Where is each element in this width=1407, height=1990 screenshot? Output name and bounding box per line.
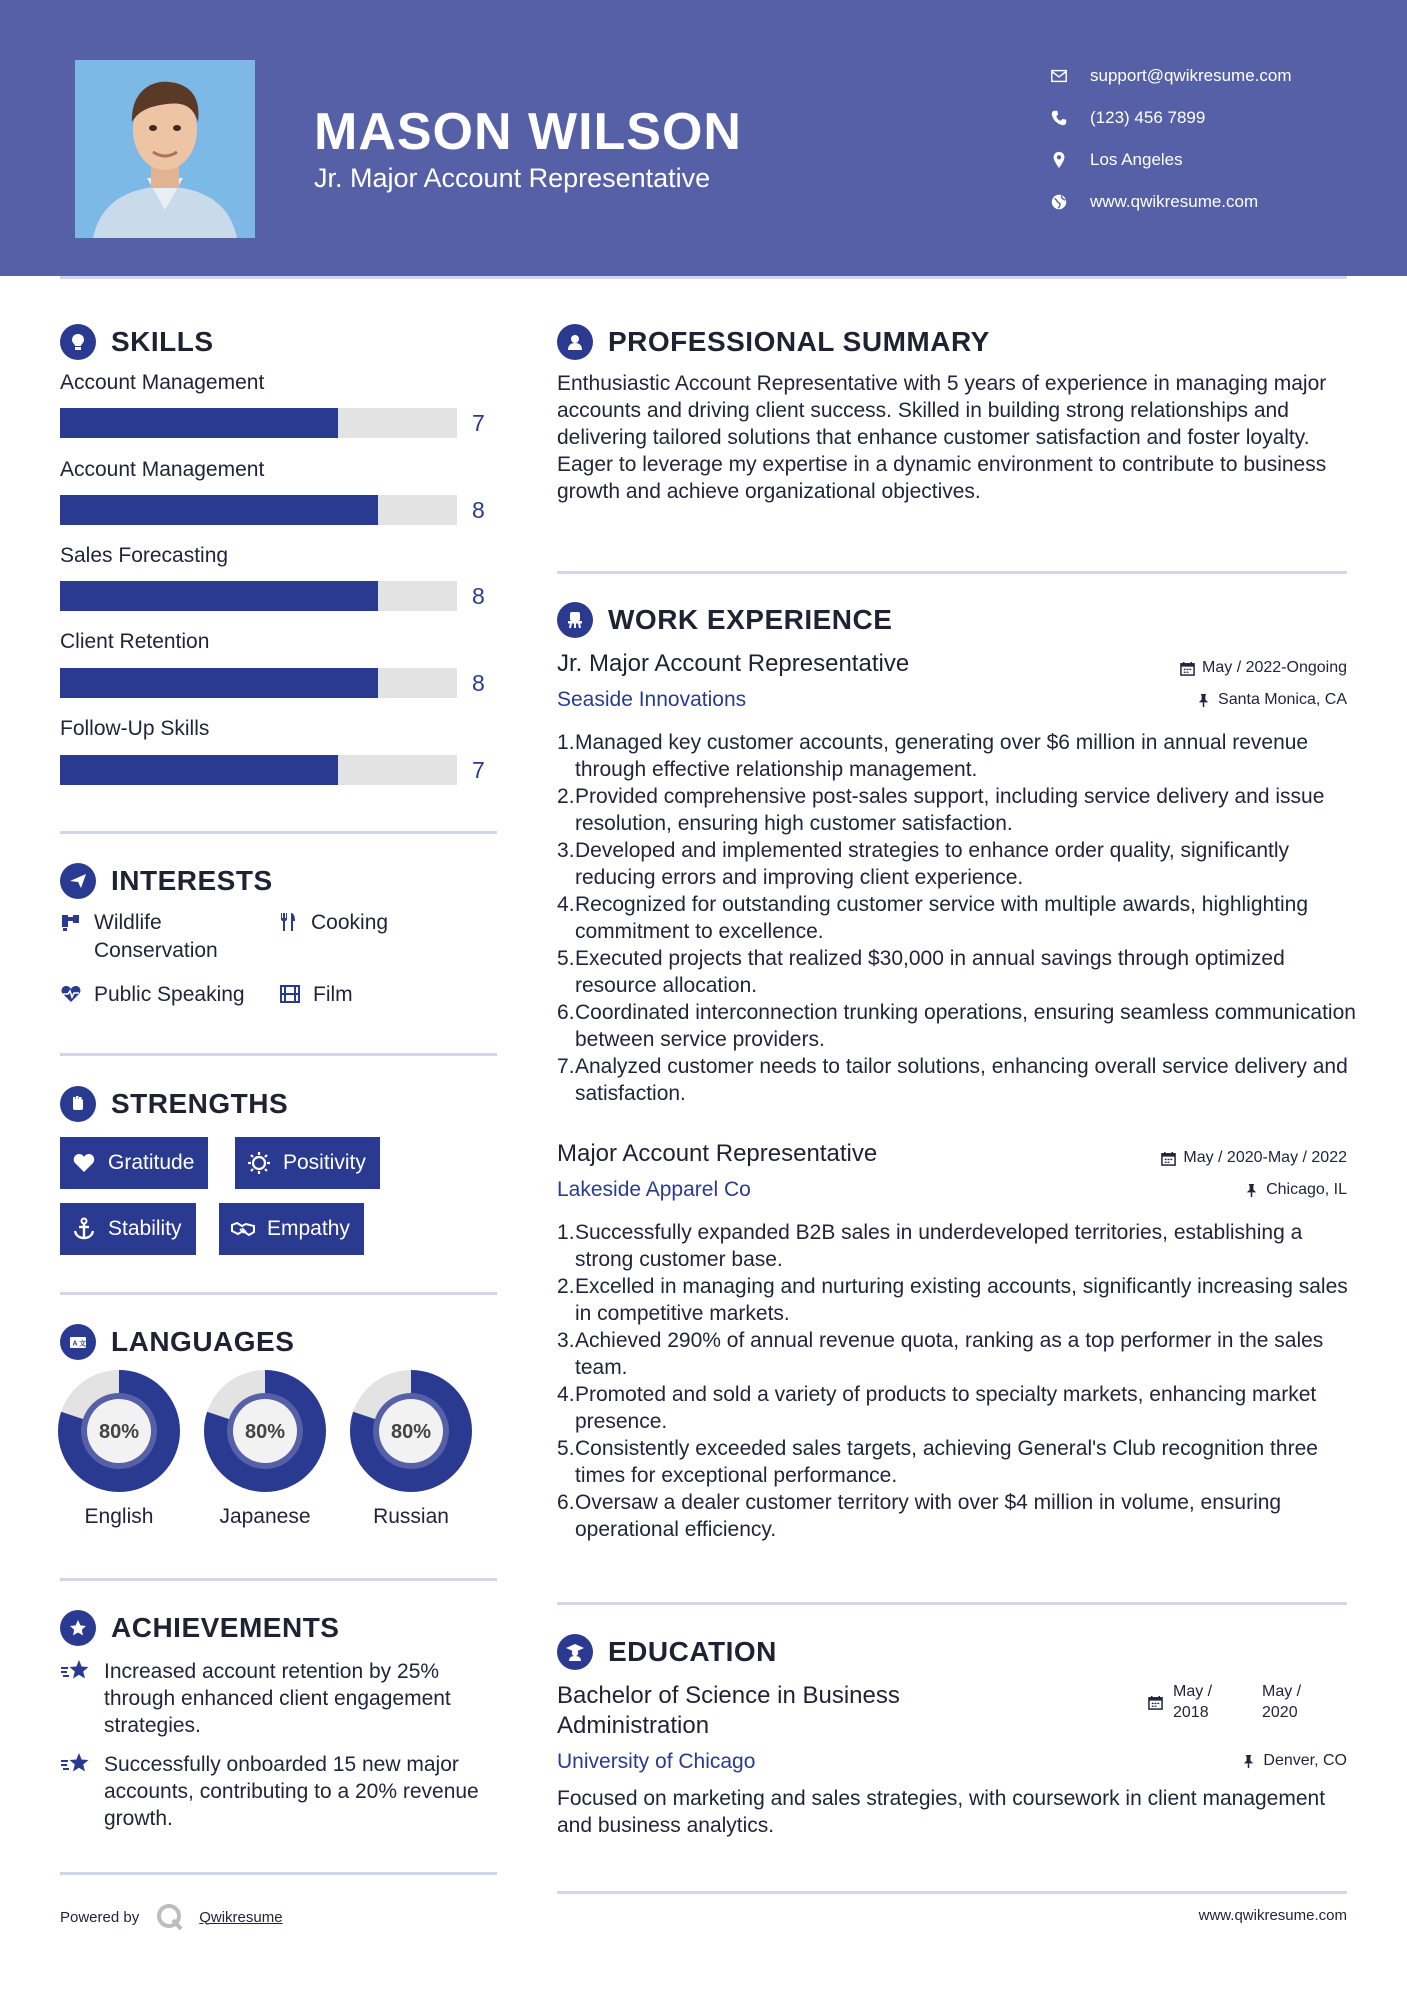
achievements-heading	[60, 1610, 339, 1646]
candidate-role: Jr. Major Account Representative	[314, 163, 711, 193]
skill-bar-fill	[60, 581, 378, 611]
education-start-2: 2018	[1173, 1704, 1209, 1721]
education-location	[1241, 1752, 1347, 1770]
job-location-text: Chicago, IL	[1266, 1181, 1347, 1198]
strength-label: Gratitude	[108, 1151, 195, 1174]
duty-item: Recognized for outstanding customer service with multiple awards, highlighting commitment to excellence.	[575, 893, 1309, 943]
education-location-text: Denver, CO	[1263, 1752, 1347, 1769]
contact-location-text: Los Angeles	[1090, 150, 1183, 169]
section-divider	[557, 1891, 1347, 1894]
header-divider	[60, 276, 1347, 279]
job-dates	[1180, 659, 1347, 677]
school-name: University of Chicago	[557, 1750, 756, 1773]
binoculars-icon	[60, 911, 82, 933]
job-location-text: Santa Monica, CA	[1218, 691, 1347, 708]
envelope-icon	[1050, 67, 1068, 85]
interests-title: INTERESTS	[111, 865, 273, 896]
footer-url[interactable]: www.qwikresume.com	[1198, 1907, 1347, 1924]
skills-heading	[60, 324, 214, 360]
strength-label: Stability	[108, 1217, 182, 1240]
job-location	[1244, 1181, 1347, 1199]
experience-title: WORK EXPERIENCE	[608, 604, 893, 635]
section-divider	[557, 1602, 1347, 1605]
skill-bar	[60, 581, 457, 611]
duty-item: Oversaw a dealer customer territory with over $4 million in volume, ensuring operational efficiency.	[575, 1491, 1282, 1541]
film-icon	[279, 983, 301, 1005]
fist-icon	[60, 1086, 96, 1122]
heartbeat-icon	[60, 983, 82, 1005]
section-divider	[60, 1578, 497, 1581]
pushpin-icon	[1241, 1754, 1256, 1769]
contact-email[interactable]	[1050, 55, 1292, 97]
language-donut	[350, 1370, 472, 1492]
interest-item	[277, 909, 388, 937]
language-percent: 80%	[98, 1421, 140, 1443]
strengths-title: STRENGTHS	[111, 1088, 289, 1119]
skill-label: Sales Forecasting	[60, 544, 229, 567]
language-icon	[60, 1324, 96, 1360]
skill-label: Account Management	[60, 458, 265, 481]
qwikresume-logo-icon	[155, 1902, 185, 1932]
duty-item: Managed key customer accounts, generating over $6 million in annual revenue through effective relationship management.	[575, 731, 1309, 781]
job-duties	[557, 1219, 1357, 1543]
user-icon	[557, 324, 593, 360]
duty-item: Developed and implemented strategies to enhance order quality, significantly reducing errors and improving client experience.	[575, 839, 1290, 889]
contact-email-text: support@qwikresume.com	[1090, 66, 1292, 85]
lightbulb-icon	[60, 324, 96, 360]
contact-website[interactable]	[1050, 181, 1292, 223]
interest-item	[60, 981, 245, 1009]
interests-heading	[60, 863, 273, 899]
company-name: Lakeside Apparel Co	[557, 1178, 751, 1201]
language-name: English	[84, 1505, 154, 1528]
languages-title: LANGUAGES	[111, 1326, 295, 1357]
language-name: Japanese	[219, 1505, 311, 1528]
skill-bar-fill	[60, 408, 338, 438]
job-location	[1196, 691, 1347, 709]
achievement-item	[60, 1751, 510, 1832]
duty-item: Promoted and sold a variety of products to specialty markets, enhancing market presence.	[575, 1383, 1317, 1433]
globe-icon	[1050, 193, 1068, 211]
skill-bar	[60, 755, 457, 785]
duty-item: Provided comprehensive post-sales support, including service delivery and issue resolution, ensuring high customer satisfaction.	[575, 785, 1325, 835]
heart-icon	[72, 1151, 96, 1175]
strength-tag	[60, 1203, 196, 1255]
skill-label: Follow-Up Skills	[60, 717, 210, 740]
svg-text:A: A	[72, 1340, 79, 1348]
header	[0, 0, 1407, 276]
anchor-icon	[72, 1217, 96, 1241]
skill-value: 8	[472, 497, 485, 523]
strength-tag	[60, 1137, 208, 1189]
education-heading	[557, 1634, 777, 1670]
sun-icon	[247, 1151, 271, 1175]
education-end-2: 2020	[1262, 1704, 1298, 1721]
interest-item	[279, 981, 353, 1009]
skill-value: 8	[472, 670, 485, 696]
skill-value: 7	[472, 757, 485, 783]
footer-brand	[60, 1902, 283, 1932]
contact-list	[1050, 55, 1292, 223]
utensils-icon	[277, 911, 299, 933]
skill-value: 8	[472, 583, 485, 609]
skill-bar	[60, 495, 457, 525]
skill-bar-fill	[60, 495, 378, 525]
education-title: EDUCATION	[608, 1636, 777, 1667]
pushpin-icon	[1196, 693, 1211, 708]
summary-text: Enthusiastic Account Representative with 5 years of experience in managing major accounts and driving client success. Skilled in building strong relationships and delivering tailored solutions that enhance customer satisfaction and foster loyalty. Eager to leverage my expertise in a dynamic environment to contribute to business growth and achieve organizational objectives.	[557, 372, 1327, 503]
language-percent: 80%	[244, 1421, 286, 1443]
phone-icon	[1050, 109, 1068, 127]
contact-website-text: www.qwikresume.com	[1090, 192, 1259, 211]
job-title: Major Account Representative	[557, 1140, 878, 1167]
achievement-item	[60, 1658, 510, 1739]
interest-label: Film	[313, 983, 353, 1006]
skill-bar-fill	[60, 755, 338, 785]
degree-line-2: Administration	[557, 1712, 710, 1739]
star-icon	[60, 1658, 92, 1686]
duty-item: Coordinated interconnection trunking operations, ensuring seamless communication between service providers.	[575, 1001, 1356, 1051]
language-donut	[204, 1370, 326, 1492]
job-duties	[557, 729, 1357, 1107]
contact-phone-text: (123) 456 7899	[1090, 108, 1206, 127]
calendar-icon	[1148, 1695, 1163, 1710]
duty-item: Achieved 290% of annual revenue quota, ranking as a top performer in the sales team.	[575, 1329, 1324, 1379]
skill-bar	[60, 408, 457, 438]
strength-label: Positivity	[283, 1151, 366, 1174]
skill-value: 7	[472, 410, 485, 436]
job-dates-text: May / 2020-May / 2022	[1183, 1149, 1347, 1166]
svg-text:文: 文	[79, 1340, 87, 1348]
job-dates	[1161, 1149, 1347, 1167]
strengths-heading	[60, 1086, 288, 1122]
contact-location	[1050, 139, 1292, 181]
handshake-icon	[231, 1217, 255, 1241]
languages-heading	[60, 1324, 294, 1360]
strength-label: Empathy	[267, 1217, 350, 1240]
chair-icon	[557, 602, 593, 638]
pushpin-icon	[1244, 1183, 1259, 1198]
powered-by-text: Powered by	[60, 1908, 140, 1926]
skill-label: Account Management	[60, 371, 265, 394]
job-title: Jr. Major Account Representative	[557, 650, 910, 677]
graduate-icon	[557, 1634, 593, 1670]
summary-heading	[557, 324, 990, 360]
candidate-name: MASON WILSON	[314, 103, 742, 161]
duty-item: Consistently exceeded sales targets, achieving General's Club recognition three times for exceptional performance.	[575, 1437, 1318, 1487]
experience-heading	[557, 602, 892, 638]
star-badge-icon	[60, 1610, 96, 1646]
education-end-1: May /	[1262, 1683, 1302, 1700]
summary-title: PROFESSIONAL SUMMARY	[608, 326, 990, 357]
interest-item	[60, 909, 260, 965]
interest-label: Wildlife Conservation	[94, 911, 218, 962]
profile-photo	[75, 60, 255, 238]
duty-item: Analyzed customer needs to tailor solutions, enhancing overall service delivery and satisfaction.	[575, 1055, 1348, 1105]
duty-item: Excelled in managing and nurturing existing accounts, significantly increasing sales in competitive markets.	[575, 1275, 1348, 1325]
star-icon	[60, 1751, 92, 1779]
strength-tag	[219, 1203, 364, 1255]
paper-plane-icon	[60, 863, 96, 899]
education-start-1: May /	[1173, 1683, 1213, 1700]
skill-bar-fill	[60, 668, 378, 698]
map-pin-icon	[1050, 151, 1068, 169]
achievement-text: Increased account retention by 25% through enhanced client engagement strategies.	[104, 1660, 451, 1737]
section-divider	[557, 571, 1347, 574]
language-name: Russian	[373, 1505, 449, 1528]
strength-tag	[235, 1137, 380, 1189]
section-divider	[60, 1292, 497, 1295]
interest-label: Public Speaking	[94, 983, 245, 1006]
language-percent: 80%	[390, 1421, 432, 1443]
skills-title: SKILLS	[111, 326, 214, 357]
achievement-text: Successfully onboarded 15 new major accounts, contributing to a 20% revenue growth.	[104, 1753, 479, 1830]
degree-line-1: Bachelor of Science in Business	[557, 1682, 900, 1709]
calendar-icon	[1161, 1151, 1176, 1166]
brand-link[interactable]: Qwikresume	[199, 1908, 283, 1926]
contact-phone[interactable]	[1050, 97, 1292, 139]
language-donut	[58, 1370, 180, 1492]
section-divider	[60, 1053, 497, 1056]
duty-item: Successfully expanded B2B sales in underdeveloped territories, establishing a strong customer base.	[575, 1221, 1303, 1271]
section-divider	[60, 1872, 497, 1875]
calendar-icon	[1180, 661, 1195, 676]
job-dates-text: May / 2022-Ongoing	[1202, 659, 1347, 676]
interest-label: Cooking	[311, 911, 389, 934]
education-description: Focused on marketing and sales strategies, with coursework in client management and business analytics.	[557, 1787, 1326, 1837]
achievements-title: ACHIEVEMENTS	[111, 1612, 340, 1643]
section-divider	[60, 831, 497, 834]
company-name: Seaside Innovations	[557, 688, 747, 711]
skill-label: Client Retention	[60, 630, 210, 653]
skill-bar	[60, 668, 457, 698]
duty-item: Executed projects that realized $30,000 in annual savings through optimized resource allocation.	[575, 947, 1285, 997]
